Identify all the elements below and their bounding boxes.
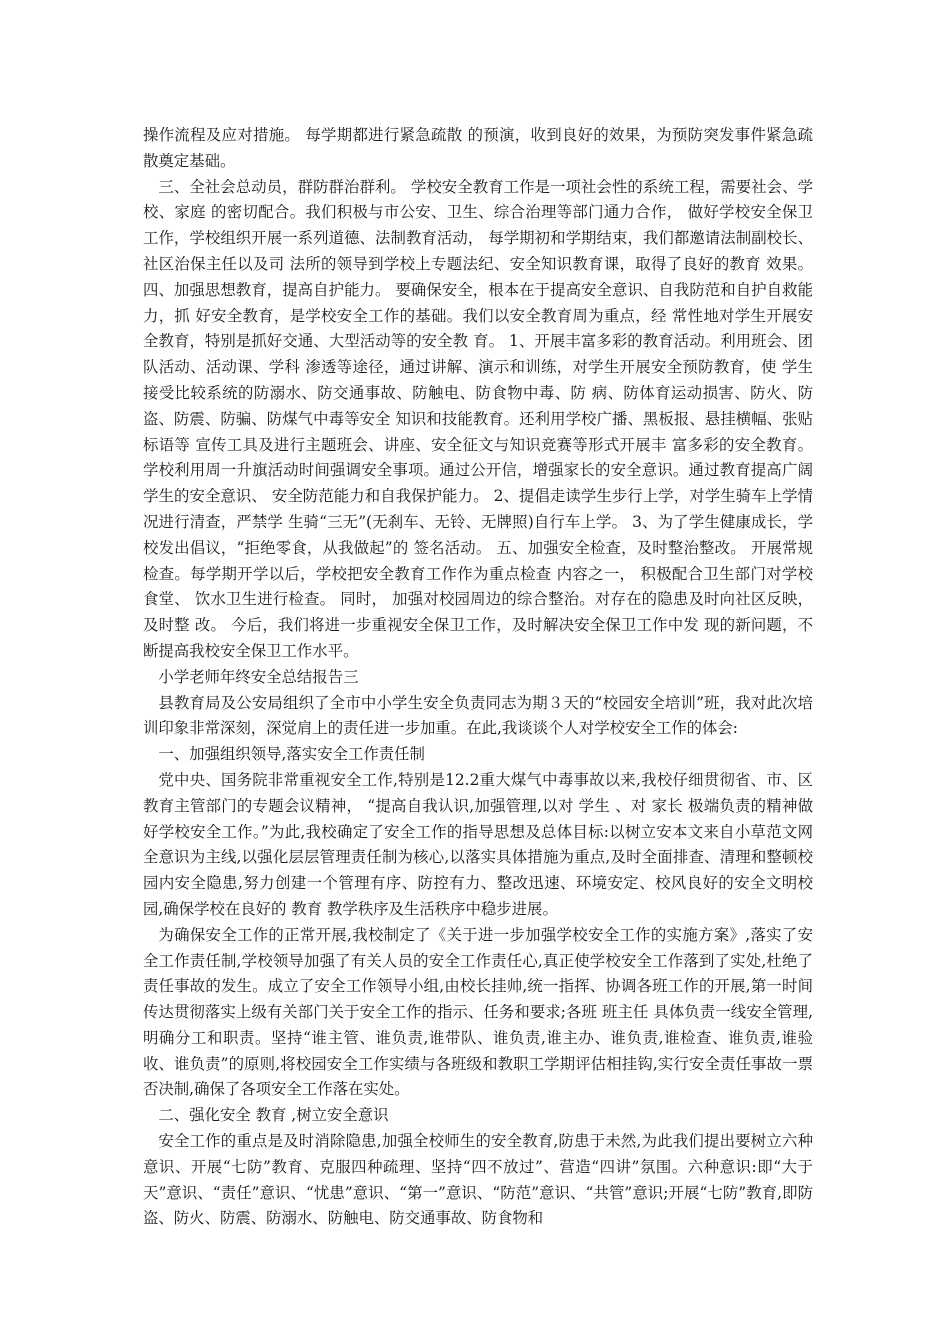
report-three-title: 小学老师年终安全总结报告三	[158, 667, 359, 686]
section-heading-one: 一、加强组织领导,落实安全工作责任制	[158, 745, 425, 764]
paragraph-emergency-evacuation: 操作流程及应对措施。 每学期都进行紧急疏散 的预演，收到良好的效果，为预防突发事件紧急疏散奠定基础。	[143, 126, 813, 170]
paragraph-central-government: 党中央、国务院非常重视安全工作,特别是12.2重大煤气中毒事故以来,我校仔细贯彻省、市、区教育主管部门的专题会议精神， “提高自我认识,加强管理,以对 学生 、对 家长 极端负责的精神做好学校安全工作。”为此,我校确定了安全工作的指导思想及总体目标:以树立安本文来自小草范文网全意识为主线,以强化层层管理责任制为核心,以落实具体措施为重点,及时全面排查、清理和整顿校园内安全隐患,努力创建一个管理有序、防控有力、整改迅速、环境安定、校风良好的安全文明校园,确保学校在良好的 教育 教学秩序及生活秩序中稳步进展。	[143, 770, 813, 918]
paragraph-training-intro: 县教育局及公安局组织了全市中小学生安全负责同志为期３天的“校园安全培训”班，我对此次培训印象非常深刻，深觉肩上的责任进一步加重。在此,我谈谈个人对学校安全工作的体会:	[143, 693, 813, 738]
paragraph-safety-awareness: 安全工作的重点是及时消除隐患,加强全校师生的安全教育,防患于未然,为此我们提出要树立六种意识、开展“七防”教育、克服四种疏理、坚持“四不放过”、营造“四讲”氛围。六种意识:即“大于天”意识、“责任”意识、“忧患”意识、“第一”意识、“防范”意识、“共管”意识;开展“七防”教育,即防盗、防火、防震、防溺水、防触电、防交通事故、防食物和	[143, 1132, 813, 1228]
paragraph-implementation-plan: 为确保安全工作的正常开展,我校制定了《关于进一步加强学校安全工作的实施方案》,落实了安全工作责任制,学校领导加强了有关人员的安全工作责任心,真正使学校安全工作落到了实处,杜绝了责任事故的发生。成立了安全工作领导小组,由校长挂帅,统一指挥、协调各班工作的开展,第一时间传达贯彻落实上级有关部门关于安全工作的指示、任务和要求;各班 班主任 具体负责一线安全管理,明确分工和职责。坚持“谁主管、谁负责,谁带队、谁负责,谁主办、谁负责,谁检查、谁负责,谁验收、谁负责”的原则,将校园安全工作实绩与各班级和教职工学期评估相挂钩,实行安全责任事故一票否决制,确保了各项安全工作落在实处。	[143, 925, 813, 1099]
paragraph-section-three-mobilization: 三、全社会总动员，群防群治群利。 学校安全教育工作是一项社会性的系统工程，需要社会、学校、家庭 的密切配合。我们积极与市公安、卫生、综合治理等部门通力合作， 做好学校安全保卫工作，学校组织开展一系列道德、法制教育活动， 每学期初和学期结束，我们都邀请法制副校长、社区治保主任以及司 法所的领导到学校上专题法纪、安全知识教育课，取得了良好的教育 效果。 四、加强思想教育，提高自护能力。 要确保安全，根本在于提高安全意识、自我防范和自护自救能力，抓 好安全教育，是学校安全工作的基础。我们以安全教育周为重点，经 常性地对学生开展安全教育，特别是抓好交通、大型活动等的安全教 育。 1、开展丰富多彩的教育活动。利用班会、团队活动、活动课、学科 渗透等途径，通过讲解、演示和训练，对学生开展安全预防教育，使 学生接受比较系统的防溺水、防交通事故、防触电、防食物中毒、防 病、防体育运动损害、防火、防盗、防震、防骗、防煤气中毒等安全 知识和技能教育。还利用学校广播、黑板报、悬挂横幅、张贴标语等 宣传工具及进行主题班会、讲座、安全征文与知识竞赛等形式开展丰 富多彩的安全教育。学校利用周一升旗活动时间强调安全事项。通过公开信，增强家长的安全意识。通过教育提高广阔学生的安全意识、 安全防范能力和自我保护能力。 2、提倡走读学生步行上学，对学生骑车上学情况进行清查，严禁学 生骑“三无”(无刹车、无铃、无牌照)自行车上学。 3、为了学生健康成长，学校发出倡议，“拒绝零食，从我做起”的 签名活动。 五、加强安全检查，及时整治整改。 开展常规检查。每学期开学以后，学校把安全教育工作作为重点检查 内容之一， 积极配合卫生部门对学校食堂、 饮水卫生进行检查。 同时， 加强对校园周边的综合整治。对存在的隐患及时向社区反映，及时整 改。 今后，我们将进一步重视安全保卫工作，及时解决安全保卫工作中发 现的新问题，不断提高我校安全保卫工作水平。	[143, 177, 813, 660]
section-heading-two: 二、强化安全 教育 ,树立安全意识	[158, 1106, 389, 1125]
document-page	[143, 123, 813, 1232]
